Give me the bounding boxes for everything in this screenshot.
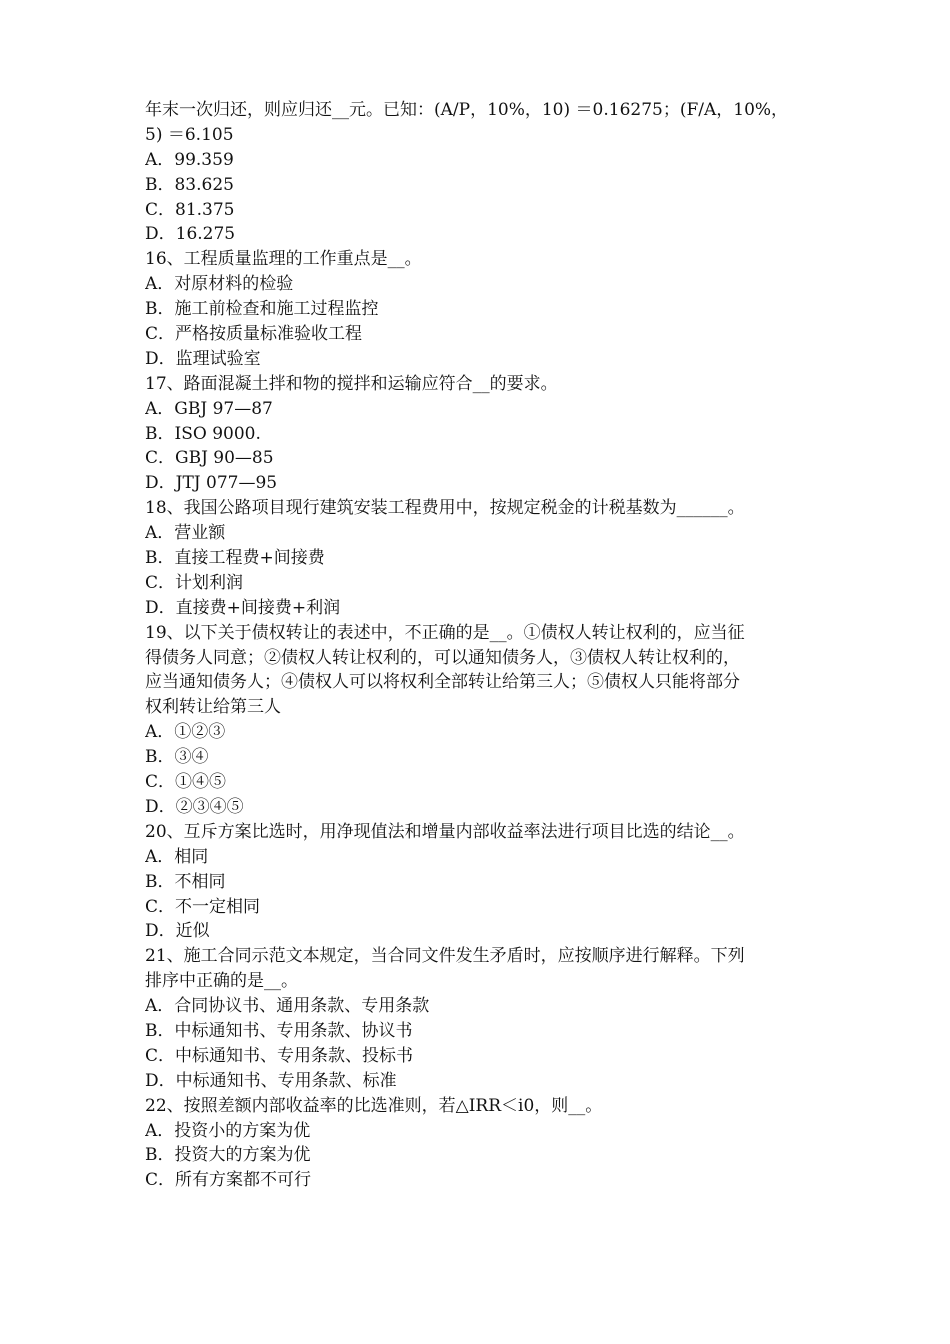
text-line: 年末一次归还，则应归还__元。已知：(A/P，10%，10) ＝0.16275；(F/A，10%， bbox=[145, 100, 789, 120]
option-line: C．GBJ 90—85 bbox=[145, 448, 274, 469]
option-line: B．83.625 bbox=[145, 174, 234, 195]
option-line: A．相同 bbox=[145, 846, 209, 867]
option-line: C．计划利润 bbox=[145, 572, 244, 593]
option-line: C．①④⑤ bbox=[145, 772, 227, 793]
option-line: C．中标通知书、专用条款、投标书 bbox=[145, 1045, 414, 1066]
document-page bbox=[145, 98, 825, 1193]
question-21: 21、施工合同示范文本规定，当合同文件发生矛盾时，应按顺序进行解释。下列 bbox=[145, 946, 745, 967]
text-line: 排序中正确的是__。 bbox=[145, 971, 298, 992]
option-line: B．中标通知书、专用条款、协议书 bbox=[145, 1020, 413, 1041]
option-line: C．不一定相同 bbox=[145, 896, 261, 917]
text-line: 权利转让给第三人 bbox=[145, 697, 281, 718]
question-20: 20、互斥方案比选时，用净现值法和增量内部收益率法进行项目比选的结论__。 bbox=[145, 821, 745, 842]
question-19: 19、以下关于债权转让的表述中，不正确的是__。①债权人转让权利的，应当征 bbox=[145, 622, 745, 643]
option-line: A．投资小的方案为优 bbox=[145, 1120, 311, 1141]
text-line: 得债务人同意；②债权人转让权利的，可以通知债务人，③债权人转让权利的， bbox=[145, 647, 740, 668]
option-line: D．监理试验室 bbox=[145, 348, 261, 369]
option-line: A．对原材料的检验 bbox=[145, 274, 294, 295]
option-line: C．严格按质量标准验收工程 bbox=[145, 324, 363, 345]
option-line: B．直接工程费+间接费 bbox=[145, 548, 325, 569]
option-line: C．所有方案都不可行 bbox=[145, 1170, 312, 1191]
option-line: D．中标通知书、专用条款、标准 bbox=[145, 1070, 397, 1091]
option-line: D．②③④⑤ bbox=[145, 796, 244, 817]
text-line: 应当通知债务人；④债权人可以将权利全部转让给第三人；⑤债权人只能将部分 bbox=[145, 672, 740, 693]
text-line: 5) ＝6.105 bbox=[145, 124, 234, 145]
option-line: B．ISO 9000. bbox=[145, 423, 261, 444]
option-line: D．直接费+间接费+利润 bbox=[145, 597, 341, 618]
option-line: D．近似 bbox=[145, 921, 210, 942]
question-16: 16、工程质量监理的工作重点是__。 bbox=[145, 249, 422, 270]
option-line: A．①②③ bbox=[145, 722, 226, 743]
option-line: B．施工前检查和施工过程监控 bbox=[145, 299, 379, 320]
option-line: B．③④ bbox=[145, 747, 209, 768]
option-line: A．营业额 bbox=[145, 523, 226, 544]
option-line: B．不相同 bbox=[145, 871, 226, 892]
option-line: D．16.275 bbox=[145, 224, 236, 245]
option-line: D．JTJ 077—95 bbox=[145, 473, 278, 494]
option-line: A．GBJ 97—87 bbox=[145, 398, 273, 419]
question-18: 18、我国公路项目现行建筑安装工程费用中，按规定税金的计税基数为______。 bbox=[145, 498, 745, 519]
option-line: A．合同协议书、通用条款、专用条款 bbox=[145, 996, 430, 1017]
option-line: B．投资大的方案为优 bbox=[145, 1145, 311, 1166]
question-17: 17、路面混凝土拌和物的搅拌和运输应符合__的要求。 bbox=[145, 373, 558, 394]
option-line: C．81.375 bbox=[145, 199, 235, 220]
option-line: A．99.359 bbox=[145, 149, 234, 170]
question-22: 22、按照差额内部收益率的比选准则，若△IRR＜i0，则__。 bbox=[145, 1095, 603, 1116]
